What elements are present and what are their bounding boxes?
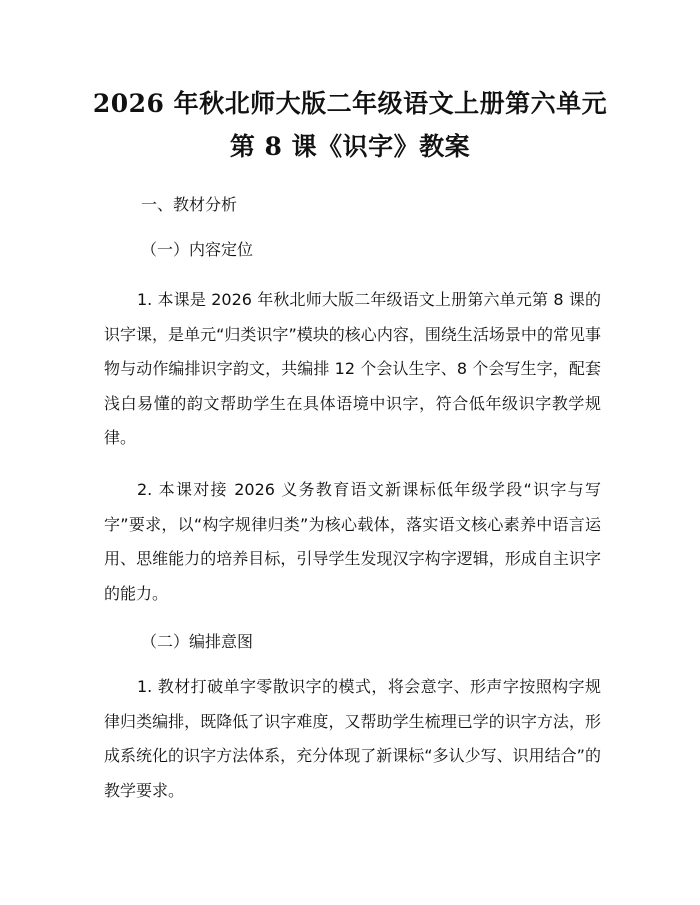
document-title-line-2: 第 8 课《识字》教案 bbox=[229, 132, 471, 161]
paragraph-content-positioning-2: 2. 本课对接 2026 义务教育语文新课标低年级学段“识字与写字”要求，以“构字规律归类”为核心载体，落实语文核心素养中语言运用、思维能力的培养目标，引导学生发现汉字构字逻辑，形成自主识字的能力。 bbox=[104, 480, 601, 603]
section-heading-textbook-analysis: 一、教材分析 bbox=[141, 195, 238, 214]
subsection-heading-content-positioning: （一）内容定位 bbox=[141, 240, 254, 259]
subsection-heading-arrangement-intent: （二）编排意图 bbox=[141, 632, 254, 651]
paragraph-arrangement-intent-1: 1. 教材打破单字零散识字的模式，将会意字、形声字按照构字规律归类编排，既降低了识字难度，又帮助学生梳理已学的识字方法，形成系统化的识字方法体系，充分体现了新课标“多认少写、识用结合”的教学要求。 bbox=[104, 677, 601, 800]
paragraph-content-positioning-1: 1. 本课是 2026 年秋北师大版二年级语文上册第六单元第 8 课的识字课，是单元“归类识字”模块的核心内容，围绕生活场景中的常见事物与动作编排识字韵文，共编排 12 个会认生字、8 个会写生字，配套浅白易懂的韵文帮助学生在具体语境中识字，符合低年级识字教学规律。 bbox=[104, 290, 601, 447]
document-title-line-1: 2026 年秋北师大版二年级语文上册第六单元 bbox=[92, 89, 608, 118]
